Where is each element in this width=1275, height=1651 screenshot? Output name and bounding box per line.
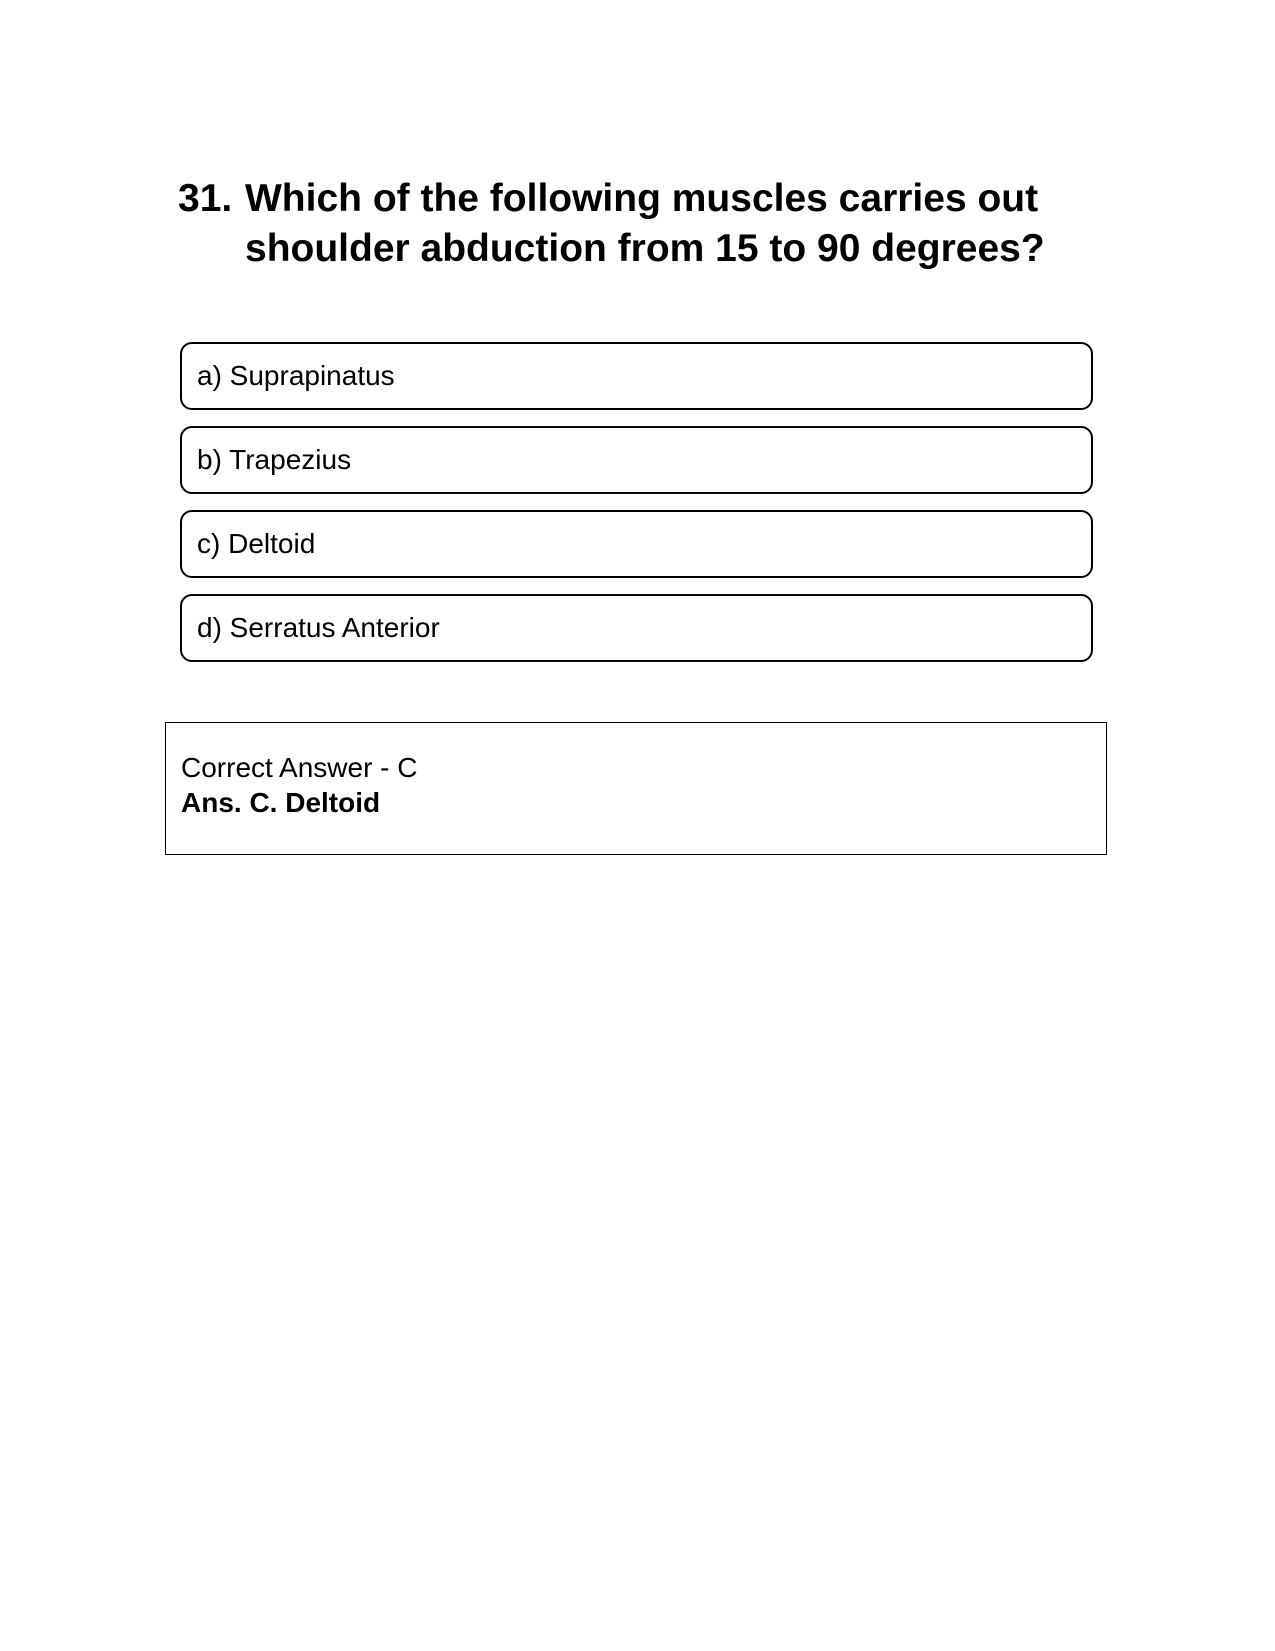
- option-c-label: c) Deltoid: [197, 528, 316, 559]
- option-d[interactable]: [180, 594, 1093, 662]
- option-d-label: d) Serratus Anterior: [197, 612, 440, 643]
- option-c[interactable]: [180, 510, 1093, 578]
- question-number: 31.: [178, 177, 233, 220]
- question-heading: [178, 174, 1058, 274]
- options-list: [180, 342, 1093, 678]
- answer-box: [165, 722, 1107, 855]
- option-b-label: b) Trapezius: [197, 444, 352, 475]
- option-a[interactable]: [180, 342, 1093, 410]
- option-a-label: a) Suprapinatus: [197, 360, 395, 391]
- correct-answer-text: Correct Answer - C: [181, 752, 418, 783]
- answer-explanation: Ans. C. Deltoid: [181, 787, 381, 818]
- option-b[interactable]: [180, 426, 1093, 494]
- question-text: Which of the following muscles carries out shoulder abduction from 15 to 90 degrees?: [245, 177, 1045, 270]
